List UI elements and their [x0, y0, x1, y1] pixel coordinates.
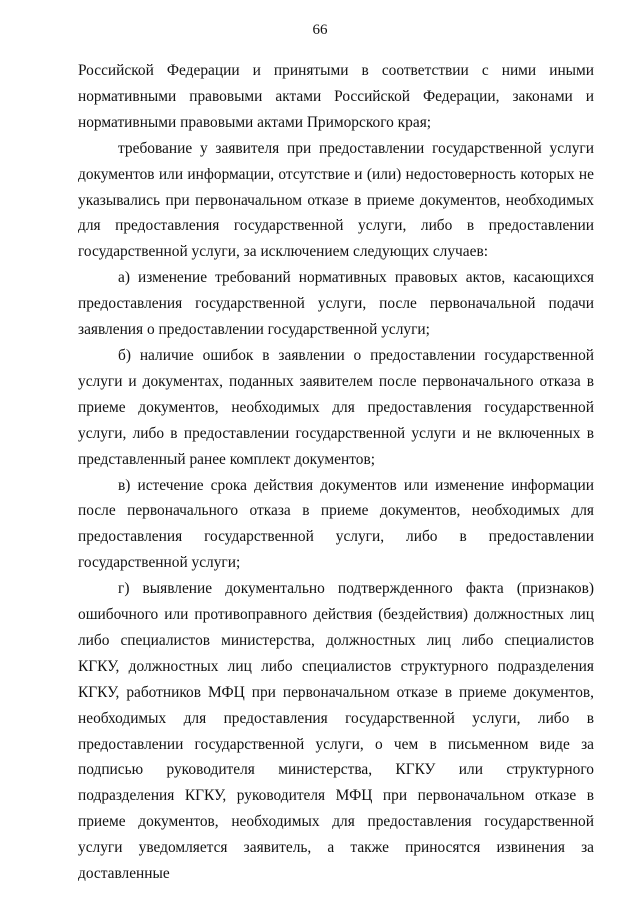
page-number: 66	[312, 22, 328, 38]
paragraph-item-g: г) выявление документально подтвержденного факта (признаков) ошибочного или противоправного действия (бездействия) должностных лиц либо специалистов министерства, должностных лиц либо специалистов КГКУ, должностных лиц либо специалистов структурного подразделения КГКУ, работников МФЦ при первоначальном отказе в приеме документов, необходимых для предоставления государственной услуги, либо в предоставлении государственной услуги, о чем в письменном виде за подписью руководителя министерства, КГКУ или структурного подразделения КГКУ, руководителя МФЦ при первоначальном отказе в приеме документов, необходимых для предоставления государственной услуги уведомляется заявитель, а также приносятся извинения за доставленные	[78, 580, 594, 883]
paragraph-item-a: а) изменение требований нормативных правовых актов, касающихся предоставления государственной услуги, после первоначальной подачи заявления о предоставлении государственной услуги;	[78, 269, 594, 339]
paragraph-continuation: Российской Федерации и принятыми в соответствии с ними иными нормативными правовыми актами Российской Федерации, законами и нормативными правовыми актами Приморского края;	[78, 62, 594, 131]
paragraph-item-b: б) наличие ошибок в заявлении о предоставлении государственной услуги и документах, поданных заявителем после первоначального отказа в приеме документов, необходимых для предоставления государственной услуги, либо в предоставлении государственной услуги и не включенных в представленный ранее комплект документов;	[78, 346, 594, 468]
paragraph-requirement: требование у заявителя при предоставлении государственной услуги документов или информации, отсутствие и (или) недостоверность которых не указывались при первоначальном отказе в приеме документов, необходимых для предоставления государственной услуги, либо в предоставлении государственной услуги, за исключением следующих случаев:	[78, 139, 594, 261]
paragraph-item-v: в) истечение срока действия документов или изменение информации после первоначального отказа в приеме документов, необходимых для предоставления государственной услуги, либо в предоставлении государственной услуги;	[78, 476, 594, 572]
document-body	[78, 58, 594, 887]
